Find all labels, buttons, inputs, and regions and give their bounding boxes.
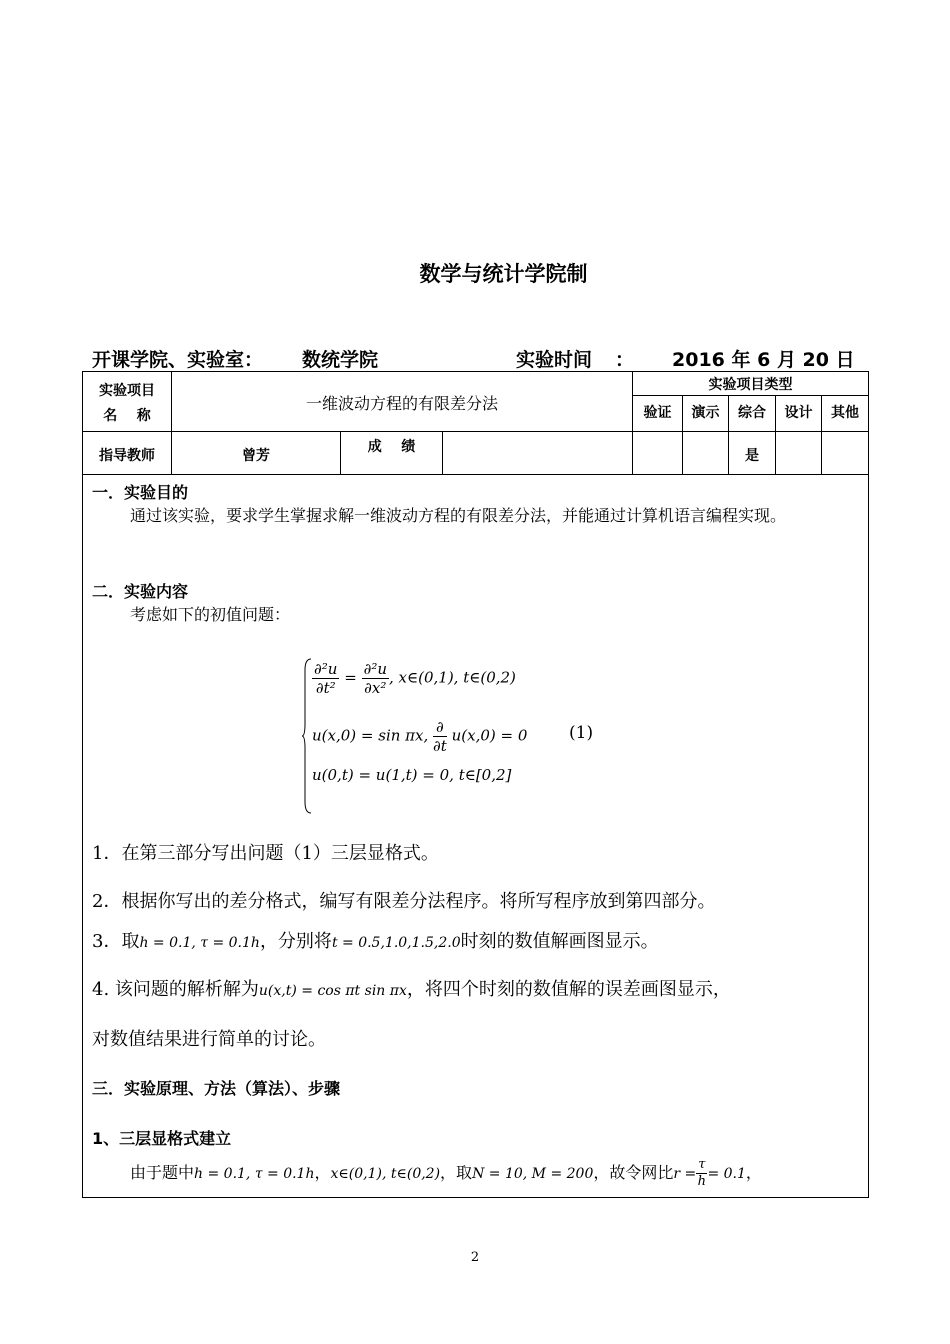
teacher-name: 曾芳 xyxy=(242,448,270,464)
section-2-intro: 考虑如下的初值问题： xyxy=(130,605,291,624)
task-item-4 xyxy=(92,975,731,1001)
project-label-line1: 实验项目 xyxy=(99,383,155,399)
type-header-divider xyxy=(632,395,869,396)
experiment-date: 2016 年 6 月 20 日 xyxy=(672,349,855,371)
table-col-divider xyxy=(442,431,443,475)
task-item-4-math: u(x,t) = cos πt sin πx xyxy=(258,983,407,999)
left-brace-icon xyxy=(302,658,312,814)
type-verify: 验证 xyxy=(643,405,672,421)
task-item-3-c: 时刻的数值解画图显示。 xyxy=(460,931,659,952)
task-item-3-b: ，分别将 xyxy=(259,931,332,952)
task-item-4-a: 4. 该问题的解析解为 xyxy=(92,979,259,1000)
section-3-math3: N = 10, M = 200 xyxy=(472,1166,594,1182)
equation-line-2-b: u(x,0) = 0 xyxy=(451,726,528,745)
teacher-label: 指导教师 xyxy=(99,448,155,464)
section-3-text-c: ，取 xyxy=(440,1163,473,1182)
project-label-line2: 名 称 xyxy=(103,408,151,424)
page-number: 2 xyxy=(470,1250,480,1265)
task-item-2: 2．根据你写出的差分格式，编写有限差分法程序。将所写程序放到第四部分。 xyxy=(92,891,716,912)
equation-line-3: u(0,t) = u(1,t) = 0, t∈[0,2] xyxy=(312,766,512,784)
equation-number: (1) xyxy=(569,723,594,743)
table-row-divider-2 xyxy=(82,474,869,475)
section-3-text xyxy=(130,1157,762,1190)
section-1-title: 一．实验目的 xyxy=(92,483,189,502)
equation-line-1-domain: , x∈(0,1), t∈(0,2) xyxy=(389,668,516,687)
section-3-text-b: ， xyxy=(314,1163,331,1182)
section-3-text-e: ， xyxy=(745,1163,762,1182)
task-item-3-math2: t = 0.5,1.0,1.5,2.0 xyxy=(331,935,461,951)
project-name: 一维波动方程的有限差分法 xyxy=(305,394,498,413)
task-item-4-cont: 对数值结果进行简单的讨论。 xyxy=(92,1029,326,1050)
college-label: 开课学院、实验室： xyxy=(92,349,264,371)
type-design: 设计 xyxy=(784,405,813,421)
net-ratio-fraction: $\frac{\tau}{h}$ xyxy=(697,1157,707,1189)
type-other: 其他 xyxy=(831,405,859,421)
document-title: 数学与统计学院制 xyxy=(419,262,588,286)
type-demo: 演示 xyxy=(691,405,720,421)
time-label: 实验时间 xyxy=(516,349,593,371)
table-border-left xyxy=(82,371,83,1198)
table-border-bottom xyxy=(82,1197,869,1198)
section-3-math4-a: r = xyxy=(673,1166,697,1182)
type-mark: 是 xyxy=(745,448,759,464)
equation-line-2-a: u(x,0) = sin πx, xyxy=(312,726,434,745)
type-comprehensive: 综合 xyxy=(738,405,766,421)
section-3-math4-b: = 0.1 xyxy=(707,1166,746,1182)
equation-line-1: $\frac{\text{∂²u}}{\text{∂t²}}$ = $\frac{\text{∂²u}}{\text{∂x²}}$ , x∈(0,1), t∈(0,2) xyxy=(314,660,516,697)
section-3-math2: x∈(0,1), t∈(0,2) xyxy=(330,1166,441,1182)
task-item-3-math1: h = 0.1, τ = 0.1h xyxy=(139,935,260,951)
project-type-header: 实验项目类型 xyxy=(708,377,793,393)
section-1-text: 通过该实验，要求学生掌握求解一维波动方程的有限差分法，并能通过计算机语言编程实现。 xyxy=(130,506,787,525)
section-3-title: 三．实验原理、方法（算法）、步骤 xyxy=(92,1079,341,1098)
grade-label: 成 绩 xyxy=(367,439,416,455)
table-row-divider xyxy=(82,431,869,432)
table-border-top xyxy=(82,371,869,372)
section-3-subtitle: 1、三层显格式建立 xyxy=(92,1129,232,1148)
equation-brace xyxy=(302,658,312,814)
equation-line-2: u(x,0) = sin πx, $\frac{\partial}{\partial t}$ u(x,0) = 0 xyxy=(312,718,528,755)
task-item-1: 1．在第三部分写出问题（1）三层显格式。 xyxy=(92,843,439,864)
task-item-4-b: ，将四个时刻的数值解的误差画图显示， xyxy=(406,979,731,1000)
college-value: 数统学院 xyxy=(302,349,379,371)
task-item-3-a: 3．取 xyxy=(92,931,140,952)
section-3-text-a: 由于题中 xyxy=(130,1163,195,1182)
section-3-text-d: ，故令网比 xyxy=(593,1163,674,1182)
task-item-3 xyxy=(92,927,659,953)
section-2-title: 二．实验内容 xyxy=(92,582,189,601)
table-border-right xyxy=(868,371,869,1198)
time-colon: ： xyxy=(615,349,635,371)
section-3-math1: h = 0.1, τ = 0.1h xyxy=(194,1166,315,1182)
